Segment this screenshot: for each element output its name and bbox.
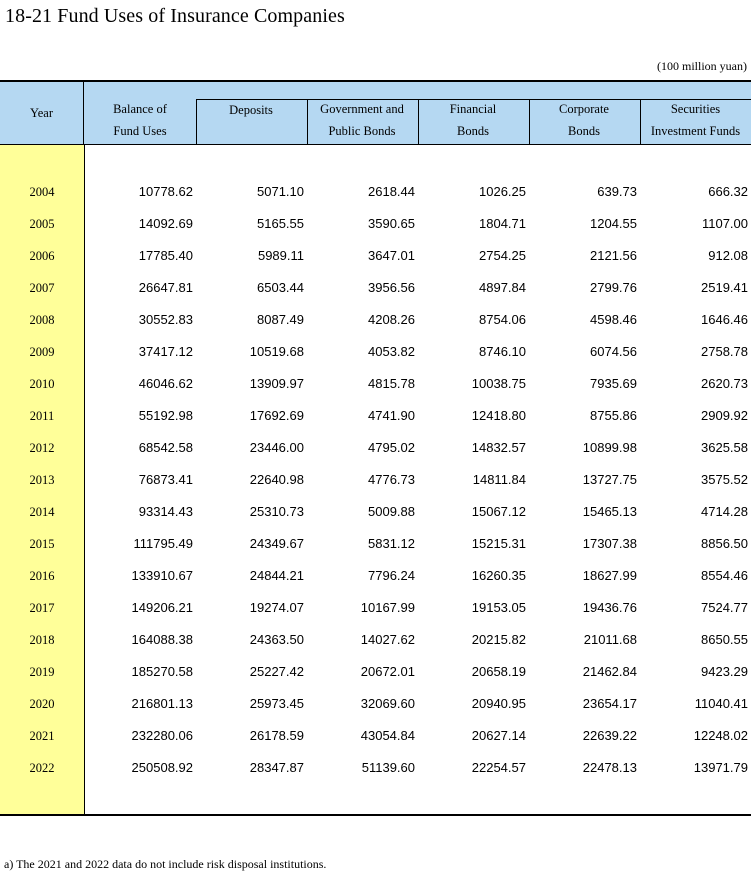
corp-bonds-cell: 22639.22 <box>582 728 637 743</box>
table-row <box>0 240 751 272</box>
table-row <box>0 464 751 496</box>
deposits-cell: 28347.87 <box>249 760 304 775</box>
year-cell: 2018 <box>29 633 55 647</box>
sec-funds-cell: 12248.02 <box>693 728 748 743</box>
year-cell: 2013 <box>29 473 55 487</box>
fin-bonds-cell: 10038.75 <box>471 376 526 391</box>
gov-bonds-cell: 3647.01 <box>368 248 415 263</box>
sec-funds-cell: 11040.41 <box>694 696 748 711</box>
header-balance-line2: Fund Uses <box>113 124 167 138</box>
gov-bonds-cell: 43054.84 <box>360 728 415 743</box>
balance-cell: 10778.62 <box>138 184 193 199</box>
year-cell: 2009 <box>29 345 55 359</box>
gov-bonds-cell: 5009.88 <box>368 504 415 519</box>
gov-bonds-cell: 4741.90 <box>368 408 415 423</box>
sec-funds-cell: 3625.58 <box>701 440 748 455</box>
header-gov-line2: Public Bonds <box>328 124 396 138</box>
year-cell: 2010 <box>29 377 55 391</box>
top-rule <box>0 80 751 82</box>
header-year: Year <box>0 82 84 144</box>
table-row <box>0 400 751 432</box>
fin-bonds-cell: 20627.14 <box>471 728 526 743</box>
deposits-cell: 22640.98 <box>249 472 304 487</box>
year-cell: 2021 <box>29 729 55 743</box>
fin-bonds-cell: 8754.06 <box>479 312 526 327</box>
corp-bonds-cell: 10899.98 <box>582 440 637 455</box>
sec-funds-cell: 8856.50 <box>701 536 748 551</box>
balance-cell: 93314.43 <box>138 504 193 519</box>
balance-cell: 149206.21 <box>131 600 193 615</box>
corp-bonds-cell: 17307.38 <box>582 536 637 551</box>
year-cell: 2016 <box>29 569 55 583</box>
header-corp-line1: Corporate <box>559 102 609 116</box>
corp-bonds-cell: 1204.55 <box>590 216 637 231</box>
deposits-cell: 6503.44 <box>257 280 304 295</box>
sec-funds-cell: 2909.92 <box>701 408 748 423</box>
gov-bonds-cell: 4815.78 <box>368 376 415 391</box>
table-row <box>0 528 751 560</box>
header-balance-line1: Balance of <box>113 102 167 116</box>
balance-cell: 250508.92 <box>131 760 193 775</box>
corp-bonds-cell: 22478.13 <box>582 760 637 775</box>
sec-funds-cell: 7524.77 <box>701 600 748 615</box>
gov-bonds-cell: 3590.65 <box>368 216 415 231</box>
header-fin-line2: Bonds <box>457 124 489 138</box>
balance-cell: 14092.69 <box>138 216 193 231</box>
balance-cell: 37417.12 <box>138 344 193 359</box>
corp-bonds-cell: 8755.86 <box>590 408 637 423</box>
fin-bonds-cell: 12418.80 <box>471 408 526 423</box>
table-row <box>0 208 751 240</box>
sec-funds-cell: 1646.46 <box>701 312 748 327</box>
corp-bonds-cell: 7935.69 <box>590 376 637 391</box>
sec-funds-cell: 1107.00 <box>701 216 748 231</box>
corp-bonds-cell: 2799.76 <box>590 280 637 295</box>
balance-cell: 216801.13 <box>131 696 193 711</box>
gov-bonds-cell: 3956.56 <box>368 280 415 295</box>
header-deposits <box>196 80 306 119</box>
year-cell: 2014 <box>29 505 55 519</box>
bottom-rule <box>0 814 751 816</box>
year-cell: 2005 <box>29 217 55 231</box>
gov-bonds-cell: 51139.60 <box>361 760 415 775</box>
year-cell: 2004 <box>29 185 55 199</box>
gov-bonds-cell: 4053.82 <box>368 344 415 359</box>
corp-bonds-cell: 18627.99 <box>582 568 637 583</box>
fin-bonds-cell: 14811.84 <box>472 472 526 487</box>
gov-bonds-cell: 7796.24 <box>368 568 415 583</box>
deposits-cell: 17692.69 <box>249 408 304 423</box>
year-cell: 2011 <box>29 409 55 423</box>
fin-bonds-cell: 20215.82 <box>471 632 526 647</box>
year-cell: 2017 <box>29 601 55 615</box>
balance-cell: 164088.38 <box>131 632 193 647</box>
gov-bonds-cell: 14027.62 <box>360 632 415 647</box>
header-corp-line2: Bonds <box>568 124 600 138</box>
fin-bonds-cell: 1804.71 <box>479 216 526 231</box>
corp-bonds-cell: 639.73 <box>597 184 637 199</box>
table-row <box>0 176 751 208</box>
deposits-cell: 19274.07 <box>249 600 304 615</box>
year-cell: 2015 <box>29 537 55 551</box>
corp-bonds-cell: 19436.76 <box>582 600 637 615</box>
gov-bonds-cell: 10167.99 <box>360 600 415 615</box>
fin-bonds-cell: 20658.19 <box>471 664 526 679</box>
balance-cell: 26647.81 <box>138 280 193 295</box>
table-row <box>0 336 751 368</box>
fin-bonds-cell: 20940.95 <box>471 696 526 711</box>
deposits-cell: 25310.73 <box>249 504 304 519</box>
fin-bonds-cell: 8746.10 <box>479 344 526 359</box>
fin-bonds-cell: 15215.31 <box>471 536 526 551</box>
sec-funds-cell: 2519.41 <box>701 280 748 295</box>
table-row <box>0 720 751 752</box>
header-corp <box>529 98 639 142</box>
year-cell: 2019 <box>29 665 55 679</box>
deposits-cell: 5989.11 <box>257 248 304 263</box>
gov-bonds-cell: 20672.01 <box>360 664 415 679</box>
header-fin <box>418 98 528 142</box>
header-sec <box>640 98 751 142</box>
sec-funds-cell: 8554.46 <box>701 568 748 583</box>
fin-bonds-cell: 16260.35 <box>471 568 526 583</box>
gov-bonds-cell: 5831.12 <box>368 536 415 551</box>
gov-bonds-cell: 32069.60 <box>360 696 415 711</box>
corp-bonds-cell: 21011.68 <box>583 632 637 647</box>
deposits-cell: 25973.45 <box>249 696 304 711</box>
year-cell: 2020 <box>29 697 55 711</box>
fund-uses-table <box>0 80 751 816</box>
deposits-cell: 10519.68 <box>249 344 304 359</box>
balance-cell: 17785.40 <box>138 248 193 263</box>
balance-cell: 232280.06 <box>131 728 193 743</box>
fin-bonds-cell: 22254.57 <box>471 760 526 775</box>
gov-bonds-cell: 4795.02 <box>368 440 415 455</box>
deposits-cell: 24844.21 <box>249 568 304 583</box>
balance-cell: 46046.62 <box>138 376 193 391</box>
corp-bonds-cell: 21462.84 <box>582 664 637 679</box>
corp-bonds-cell: 6074.56 <box>590 344 637 359</box>
table-row <box>0 592 751 624</box>
balance-cell: 133910.67 <box>131 568 193 583</box>
balance-cell: 185270.58 <box>131 664 193 679</box>
deposits-cell: 26178.59 <box>249 728 304 743</box>
fin-bonds-cell: 4897.84 <box>479 280 526 295</box>
fin-bonds-cell: 1026.25 <box>479 184 526 199</box>
sec-funds-cell: 666.32 <box>708 184 748 199</box>
sec-funds-cell: 4714.28 <box>701 504 748 519</box>
header-gov <box>307 98 417 142</box>
fin-bonds-cell: 14832.57 <box>471 440 526 455</box>
fin-bonds-cell: 2754.25 <box>479 248 526 263</box>
corp-bonds-cell: 13727.75 <box>582 472 637 487</box>
header-balance <box>85 98 195 142</box>
header-sec-line2: Investment Funds <box>650 124 741 138</box>
gov-bonds-cell: 2618.44 <box>368 184 415 199</box>
year-cell: 2007 <box>29 281 55 295</box>
corp-bonds-cell: 2121.56 <box>590 248 637 263</box>
table-row <box>0 656 751 688</box>
table-row <box>0 272 751 304</box>
table-row <box>0 688 751 720</box>
corp-bonds-cell: 23654.17 <box>582 696 637 711</box>
corp-bonds-cell: 15465.13 <box>582 504 637 519</box>
sec-funds-cell: 9423.29 <box>701 664 748 679</box>
sec-funds-cell: 912.08 <box>708 248 748 263</box>
unit-label: (100 million yuan) <box>657 59 747 73</box>
table-row <box>0 496 751 528</box>
year-cell: 2008 <box>29 313 55 327</box>
sec-funds-cell: 2758.78 <box>701 344 748 359</box>
year-cell: 2022 <box>29 761 55 775</box>
table-row <box>0 432 751 464</box>
deposits-cell: 5071.10 <box>257 184 304 199</box>
table-row <box>0 752 751 784</box>
sec-funds-cell: 13971.79 <box>693 760 748 775</box>
deposits-cell: 25227.42 <box>249 664 304 679</box>
balance-cell: 55192.98 <box>138 408 193 423</box>
fin-bonds-cell: 15067.12 <box>471 504 526 519</box>
balance-cell: 111795.49 <box>133 536 193 551</box>
table-row <box>0 560 751 592</box>
deposits-cell: 23446.00 <box>249 440 304 455</box>
header-sec-line1: Securities <box>670 102 721 116</box>
header-gov-line1: Government and <box>320 102 404 116</box>
corp-bonds-cell: 4598.46 <box>590 312 637 327</box>
gov-bonds-cell: 4208.26 <box>368 312 415 327</box>
balance-cell: 68542.58 <box>138 440 193 455</box>
gov-bonds-cell: 4776.73 <box>368 472 415 487</box>
deposits-cell: 24363.50 <box>249 632 304 647</box>
table-row <box>0 368 751 400</box>
balance-cell: 30552.83 <box>138 312 193 327</box>
deposits-cell: 5165.55 <box>257 216 304 231</box>
sec-funds-cell: 2620.73 <box>701 376 748 391</box>
sec-funds-cell: 8650.55 <box>701 632 748 647</box>
deposits-cell: 13909.97 <box>249 376 304 391</box>
page-title: 18-21 Fund Uses of Insurance Companies <box>5 5 345 27</box>
deposits-cell: 24349.67 <box>249 536 304 551</box>
year-cell: 2006 <box>29 249 55 263</box>
sec-funds-cell: 3575.52 <box>701 472 748 487</box>
table-row <box>0 304 751 336</box>
balance-cell: 76873.41 <box>138 472 193 487</box>
header-deposits-line1: Deposits <box>229 103 273 117</box>
deposits-cell: 8087.49 <box>257 312 304 327</box>
table-row <box>0 624 751 656</box>
fin-bonds-cell: 19153.05 <box>471 600 526 615</box>
header-fin-line1: Financial <box>449 102 497 116</box>
year-cell: 2012 <box>29 441 55 455</box>
footnote: a) The 2021 and 2022 data do not include risk disposal institutions. <box>4 857 327 871</box>
